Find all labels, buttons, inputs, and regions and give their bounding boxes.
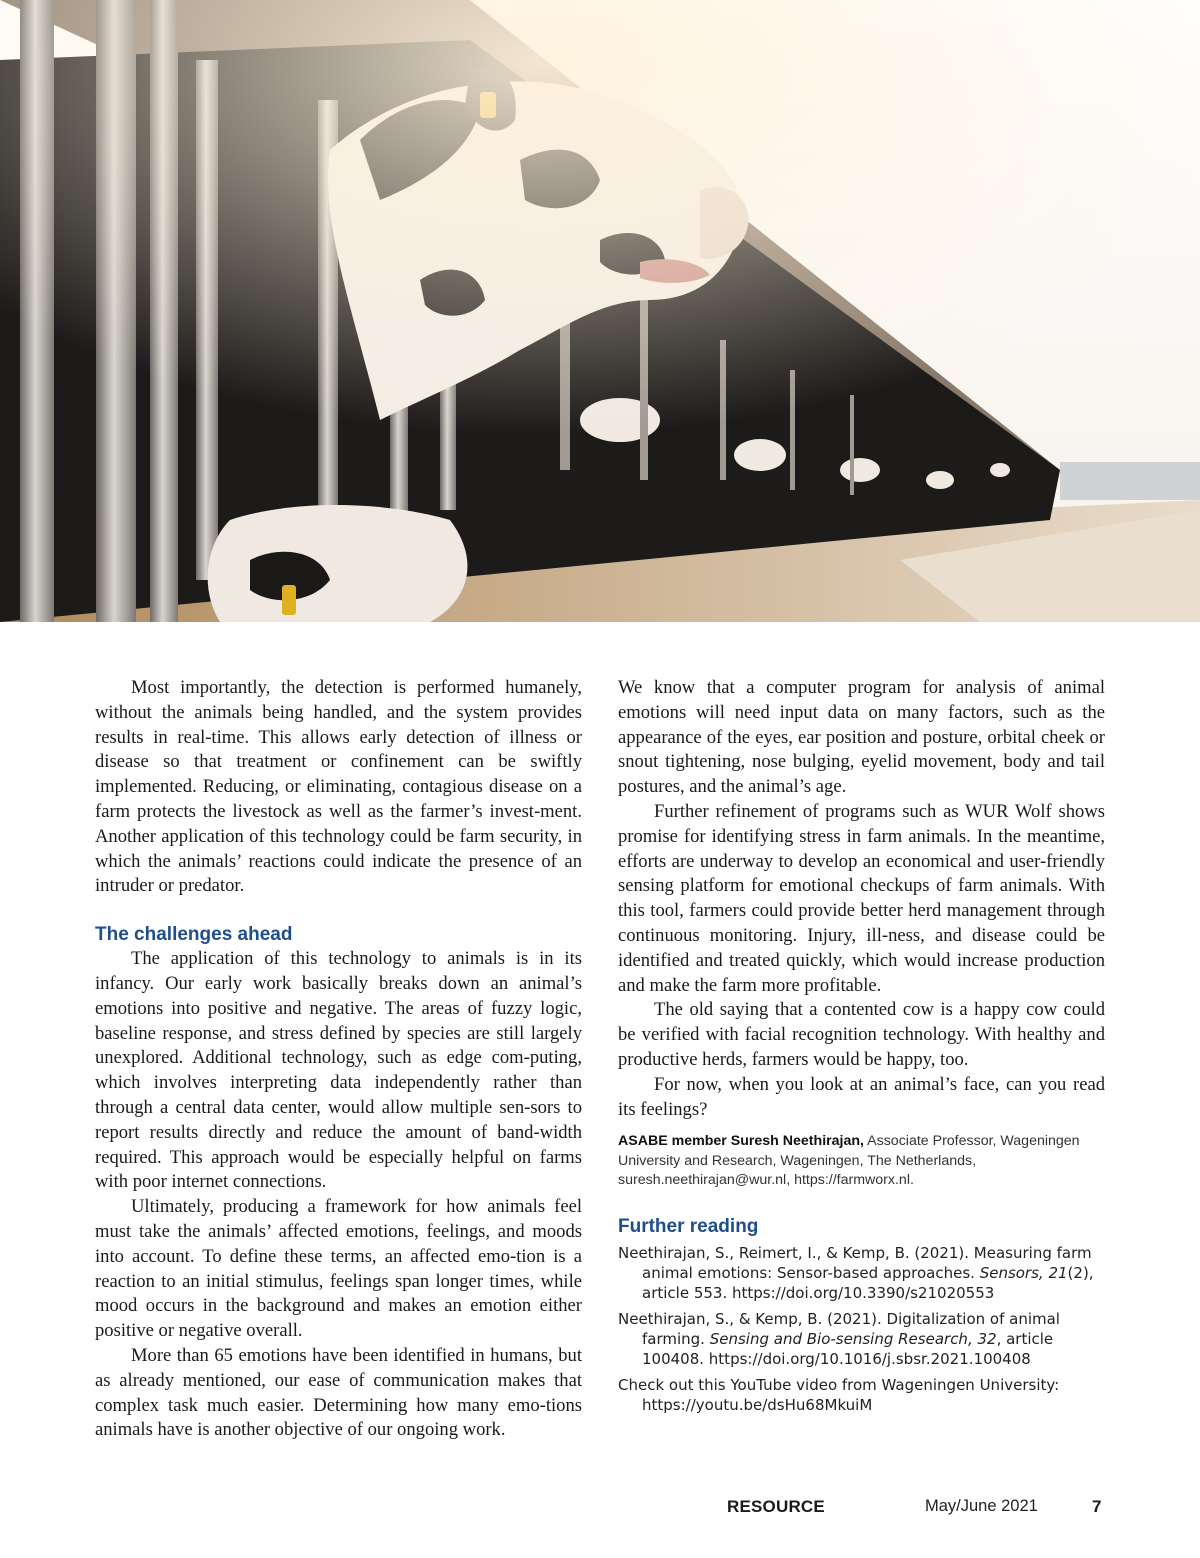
page-number: 7 [1092,1497,1102,1516]
author-bio [618,1132,1105,1191]
reference-item [618,1309,1105,1369]
reference-text: Neethirajan, S., Reimert, I., & Kemp, B. (2021). Measuring farm animal emotions: Sensor-based approaches. [618,1243,1092,1282]
author-name: ASABE member Suresh Neethirajan, [618,1133,864,1150]
further-reading-heading: Further reading [618,1215,759,1237]
body-paragraph: Ultimately, producing a framework for how animals feel must take the animals’ affected emotions, feelings, and moods into account. To define these terms, an affected emo-tion is a reaction to an initial stimulus, feelings span longer times, while mood occurs in the background and makes an emotion either positive or negative overall. [95,1196,582,1342]
section-heading: The challenges ahead [95,924,293,946]
reference-journal: Sensing and Bio-sensing Research, 32 [709,1329,997,1348]
reference-journal: Sensors, 21 [979,1263,1068,1282]
body-paragraph: For now, when you look at an animal’s face, can you read its feelings? [618,1073,1105,1120]
reference-link[interactable]: , article 100408. https://doi.org/10.1016/j.sbsr.2021.100408 [642,1329,1054,1368]
right-column [618,676,1105,1421]
cow-feeding-line-photo [0,0,1200,622]
issue-date: May/June 2021 [925,1497,1038,1515]
author-details: Associate Professor, Wageningen University and Research, Wageningen, The Netherlands, suresh.neethirajan@wur.nl, https://farmworx.nl. [618,1133,1080,1189]
body-paragraph: We know that a computer program for analysis of animal emotions will need input data on many factors, such as the appearance of the eyes, ear position and posture, orbital cheek or snout tightening, nose bulging, eyelid movement, body and tail postures, and the animal’s age. [618,677,1105,798]
body-paragraph: More than 65 emotions have been identified in humans, but as already mentioned, our ease of communication makes that complex task much easier. Determining how many emo-tions animals have is another objective of our ongoing work. [95,1344,582,1441]
left-column [95,676,582,1443]
body-paragraph: The application of this technology to animals is in its infancy. Our early work basically breaks down an animal’s emotions into positive and negative. The areas of fuzzy logic, baseline response, and stress defined by species are still largely unexplored. Additional technology, such as edge com-puting, which involves interpreting data independently rather than through a central data center, would allow multiple sen-sors to report results directly and reduce the amount of band-width required. This approach would be especially helpful on farms with poor internet connections. [95,948,582,1193]
magazine-name: RESOURCE [727,1497,825,1516]
body-paragraph: The old saying that a contented cow is a happy cow could be verified with facial recognition technology. With healthy and productive herds, farmers would be happy, too. [618,999,1105,1070]
reference-link[interactable]: (2), article 553. https://doi.org/10.3390/s21020553 [642,1263,1094,1302]
reference-item [618,1243,1105,1303]
body-paragraph: Further refinement of programs such as WUR Wolf shows promise for identifying stress in farm animals. In the meantime, efforts are underway to develop an economical and user-friendly sensing platform for emotional checkups of farm animals. With this tool, farmers could provide better herd management through continuous monitoring. Injury, ill-ness, and disease could be identified and treated quickly, which would increase production and make the farm more profitable. [618,800,1105,996]
page-footer [0,1497,1200,1521]
reference-text: Neethirajan, S., & Kemp, B. (2021). Digitalization of animal farming. [618,1309,1060,1348]
body-paragraph: Most importantly, the detection is performed humanely, without the animals being handled, and the system provides results in real-time. This allows early detection of illness or disease so that treatment or confinement can be swiftly implemented. Reducing, or eliminating, contagious disease on a farm protects the livestock as well as the farmer’s invest-ment. Another application of this technology could be farm security, in which the animals’ reactions could indicate the presence of an intruder or predator. [95,677,582,897]
reference-item[interactable]: Check out this YouTube video from Wageningen University: https://youtu.be/dsHu68MkuiM [618,1375,1060,1414]
reference-list [618,1243,1105,1415]
